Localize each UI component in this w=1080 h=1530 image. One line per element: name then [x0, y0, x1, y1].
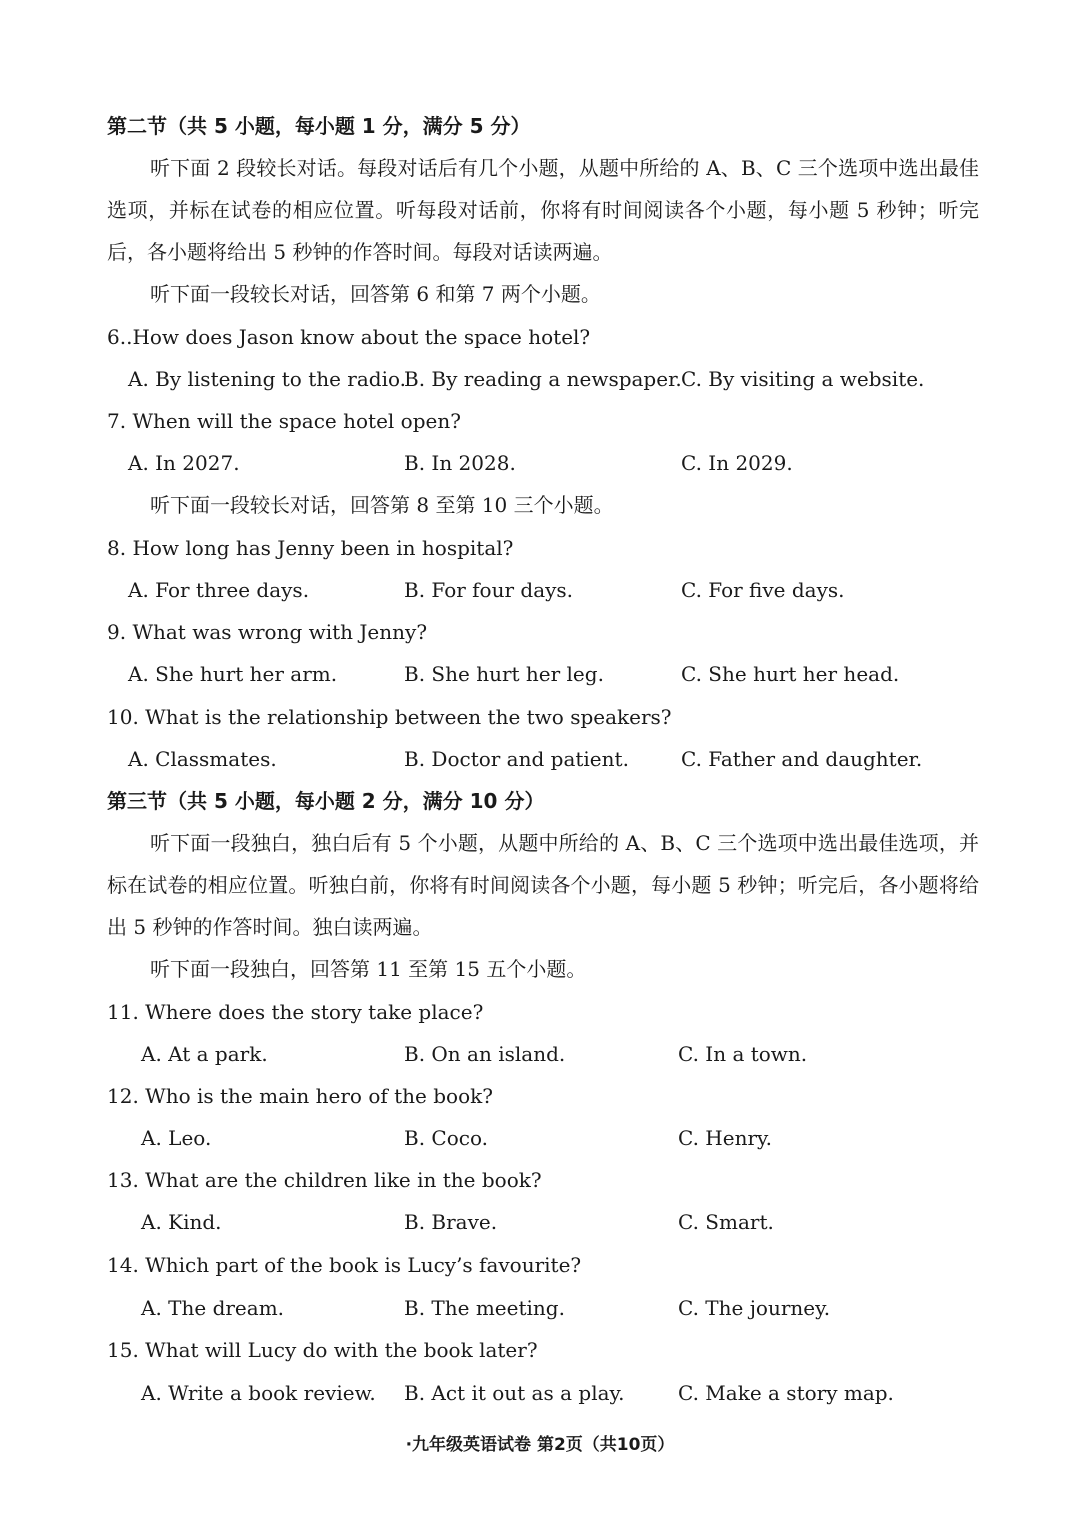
option-13-c: C. Smart. [678, 1210, 774, 1234]
question-6: 6..How does Jason know about the space hotel? [107, 325, 591, 349]
question-9: 9. What was wrong with Jenny? [107, 620, 428, 644]
option-10-a: A. Classmates. [128, 747, 277, 771]
option-12-b: B. Coco. [404, 1126, 489, 1150]
option-14-c: C. The journey. [678, 1296, 831, 1320]
question-11: 11. Where does the story take place? [107, 1000, 484, 1024]
option-11-c: C. In a town. [678, 1042, 808, 1066]
option-11-b: B. On an island. [404, 1042, 566, 1066]
question-15: 15. What will Lucy do with the book later? [107, 1338, 538, 1362]
option-6-b: B. By reading a newspaper. [404, 367, 682, 391]
monologue-intro: 听下面一段独白，回答第 11 至第 15 五个小题。 [150, 957, 587, 981]
options-12 [0, 1124, 1080, 1152]
option-7-b: B. In 2028. [404, 451, 516, 475]
option-10-c: C. Father and daughter. [681, 747, 923, 771]
question-12: 12. Who is the main hero of the book? [107, 1084, 493, 1108]
options-10 [0, 745, 1080, 773]
section2-heading: 第二节（共 5 小题，每小题 1 分，满分 5 分） [107, 114, 531, 138]
option-15-a: A. Write a book review. [141, 1381, 376, 1405]
option-14-a: A. The dream. [141, 1296, 285, 1320]
option-9-b: B. She hurt her leg. [404, 662, 604, 686]
options-6 [0, 365, 1080, 393]
page-footer: ·九年级英语试卷 第2页（共10页） [405, 1435, 675, 1455]
option-12-c: C. Henry. [678, 1126, 773, 1150]
options-9 [0, 660, 1080, 688]
option-9-a: A. She hurt her arm. [128, 662, 338, 686]
option-8-a: A. For three days. [128, 578, 310, 602]
option-9-c: C. She hurt her head. [681, 662, 900, 686]
option-12-a: A. Leo. [141, 1126, 212, 1150]
question-7: 7. When will the space hotel open? [107, 409, 461, 433]
option-11-a: A. At a park. [141, 1042, 268, 1066]
dialogue2-intro: 听下面一段较长对话，回答第 8 至第 10 三个小题。 [150, 493, 614, 517]
option-15-b: B. Act it out as a play. [404, 1381, 625, 1405]
question-8: 8. How long has Jenny been in hospital? [107, 536, 514, 560]
option-8-c: C. For five days. [681, 578, 845, 602]
options-7 [0, 449, 1080, 477]
options-8 [0, 576, 1080, 604]
section2-instructions: 听下面 2 段较长对话。每段对话后有几个小题，从题中所给的 A、B、C 三个选项中选出最佳选项，并标在试卷的相应位置。听每段对话前，你将有时间阅读各个小题，每小题 5 秒钟；听完后，各小题将给出 5 秒钟的作答时间。每段对话读两遍。 [107, 156, 979, 264]
dialogue1-intro: 听下面一段较长对话，回答第 6 和第 7 两个小题。 [150, 282, 601, 306]
option-6-a: A. By listening to the radio. [128, 367, 407, 391]
options-11 [0, 1040, 1080, 1068]
option-13-b: B. Brave. [404, 1210, 498, 1234]
section3-instructions: 听下面一段独白，独白后有 5 个小题，从题中所给的 A、B、C 三个选项中选出最佳选项，并标在试卷的相应位置。听独白前，你将有时间阅读各个小题，每小题 5 秒钟；听完后，各小题将给出 5 秒钟的作答时间。独白读两遍。 [107, 831, 979, 939]
option-14-b: B. The meeting. [404, 1296, 565, 1320]
question-14: 14. Which part of the book is Lucy’s favourite? [107, 1253, 582, 1277]
options-14 [0, 1294, 1080, 1322]
option-10-b: B. Doctor and patient. [404, 747, 629, 771]
section3-heading: 第三节（共 5 小题，每小题 2 分，满分 10 分） [107, 789, 545, 813]
option-7-c: C. In 2029. [681, 451, 793, 475]
options-15 [0, 1379, 1080, 1407]
question-13: 13. What are the children like in the book? [107, 1168, 542, 1192]
option-13-a: A. Kind. [141, 1210, 222, 1234]
option-7-a: A. In 2027. [128, 451, 240, 475]
option-15-c: C. Make a story map. [678, 1381, 894, 1405]
option-8-b: B. For four days. [404, 578, 574, 602]
question-10: 10. What is the relationship between the two speakers? [107, 705, 672, 729]
option-6-c: C. By visiting a website. [681, 367, 925, 391]
options-13 [0, 1208, 1080, 1236]
